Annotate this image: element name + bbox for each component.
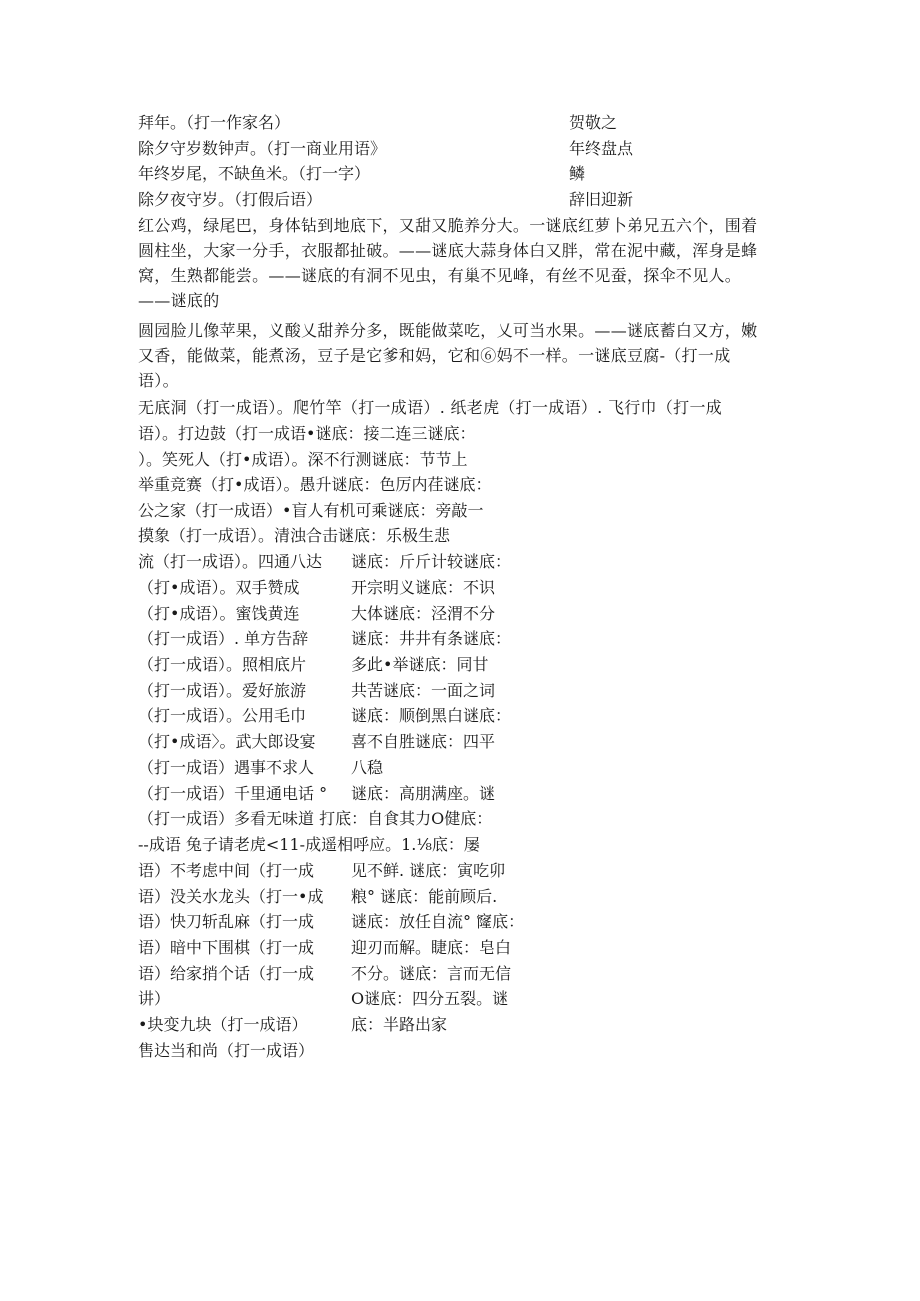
left-column-line: •块变九块（打一成语） [138,1015,308,1034]
left-column-line: （打•成语）。双手赞成 [138,578,300,597]
left-column-line: 语）暗中下围棋（打一成 [138,938,315,957]
left-column-line: 语）没关水龙头（打一•成 [138,887,324,906]
left-column-line: 流（打一成语）。四通八达 [138,552,323,571]
riddle-answer: 年终盘点 [569,139,634,158]
riddle-answer: 辞旧迎新 [569,190,634,209]
left-column-line: 语）给家捎个话（打一成 [138,964,315,983]
riddle-line: 拜年。（打一作家名） [138,113,291,132]
left-column-line: （打一成语）。公用毛巾 [138,706,307,725]
paragraph-vegetables: 红公鸡，绿尾巴，身体钻到地底下，又甜又脆养分大。一谜底红萝卜弟兄五六个，围着圆柱坐，大家一分手，衣服都扯破。——谜底大蒜身体白又胖，常在泥中藏，浑身是蜂窝，生熟都能尝。——谜底的有洞不见虫，有巢不见峰，有丝不见蚕，探伞不见人。——谜底的 [138,216,758,310]
left-column-line: 售达当和尚（打一成语） [138,1041,315,1060]
answer-column-line: 见不鲜. 谜底：寅吃卯 [351,861,506,880]
answer-column-line: 粮° 谜底：能前顾后. [351,887,498,906]
merged-line: （打一成语）多看无味道 打底：自食其力O健底： [138,809,493,828]
left-column-line: 讲） [138,989,171,1008]
left-column-line: （打一成语）千里通电话 ° [138,784,328,803]
left-column-line: （打•成语〉。武大郎设宴 [138,732,316,751]
answer-column-line: 谜底：放任自流° 窿底： [351,912,525,931]
answer-column-line: 谜底：斤斤计较谜底： [351,552,512,571]
text-line: 摸象（打一成语）。清浊合击谜底：乐极生悲 [138,526,451,545]
text-line: ）。笑死人（打•成语）。深不行测谜底：节节上 [138,450,468,469]
answer-column-line: 多此•举谜底：同甘 [351,655,489,674]
text-line: 公之家（打一成语）•盲人有机可乘谜底：旁敲一 [138,501,484,520]
riddle-answer: 鳞 [569,164,586,183]
paragraph-idioms-intro: 无底洞（打一成语）。爬竹竿（打一成语）. 纸老虎（打一成语）. 飞行巾（打一成 [138,398,723,417]
left-column-line: （打一成语）遇事不求人 [138,758,315,777]
answer-column-line: 大体谜底：泾渭不分 [351,604,496,623]
left-column-line: 语）快刀斩乱麻（打一成 [138,912,315,931]
answer-column-line: O谜底：四分五裂。谜 [351,989,509,1008]
answer-column-line: 不分。谜底：言而无信 [351,964,512,983]
riddle-line: 除夕守岁数钟声。（打一商业用语》 [138,139,387,158]
left-column-line: 语）不考虑中间（打一成 [138,861,315,880]
left-column-line: （打一成语）。爱好旅游 [138,681,307,700]
left-column-line: （打•成语）。蜜饯黄连 [138,604,300,623]
answer-column-line: 开宗明义谜底：不识 [351,578,496,597]
left-column-line: （打一成语）. 单方告辞 [138,629,309,648]
merged-line: --成语 兔子请老虎<11-成遥相呼应。1.⅛底：屡 [138,835,480,854]
text-line: 举重竞赛（打•成语）。愚升谜底：色厉内荏谜底： [138,475,492,494]
answer-column-line: 谜底：顺倒黑白谜底： [351,706,512,725]
answer-column-line: 共苦谜底：一面之词 [351,681,496,700]
answer-column-line: 八稳 [351,758,384,777]
riddle-line: 除夕夜守岁。（打假后语） [138,190,323,209]
answer-column-line: 喜不自胜谜底：四平 [351,732,496,751]
left-column-line: （打一成语）。照相底片 [138,655,307,674]
riddle-line: 年终岁尾，不缺鱼米。（打一字） [138,164,371,183]
answer-column-line: 谜底：井井有条谜底： [351,629,512,648]
answer-column-line: 谜底：高朋满座。谜 [351,784,496,803]
paragraph-fruit-tofu: 圆园脸儿像苹果，义酸乂甜养分多，既能做菜吃，乂可当水果。——谜底蓄白又方，嫩又香，能做菜，能煮汤，豆子是它爹和妈，它和⑥妈不一样。一谜底豆腐-（打一成语）。 [138,321,758,390]
riddle-answer: 贺敬之 [569,113,618,132]
answer-column-line: 迎刃而解。睫底：皂白 [351,938,512,957]
text-line: 语）。打边鼓（打一成语•谜底：接二连三谜底： [138,424,476,443]
answer-column-line: 底：半路出家 [351,1015,448,1034]
